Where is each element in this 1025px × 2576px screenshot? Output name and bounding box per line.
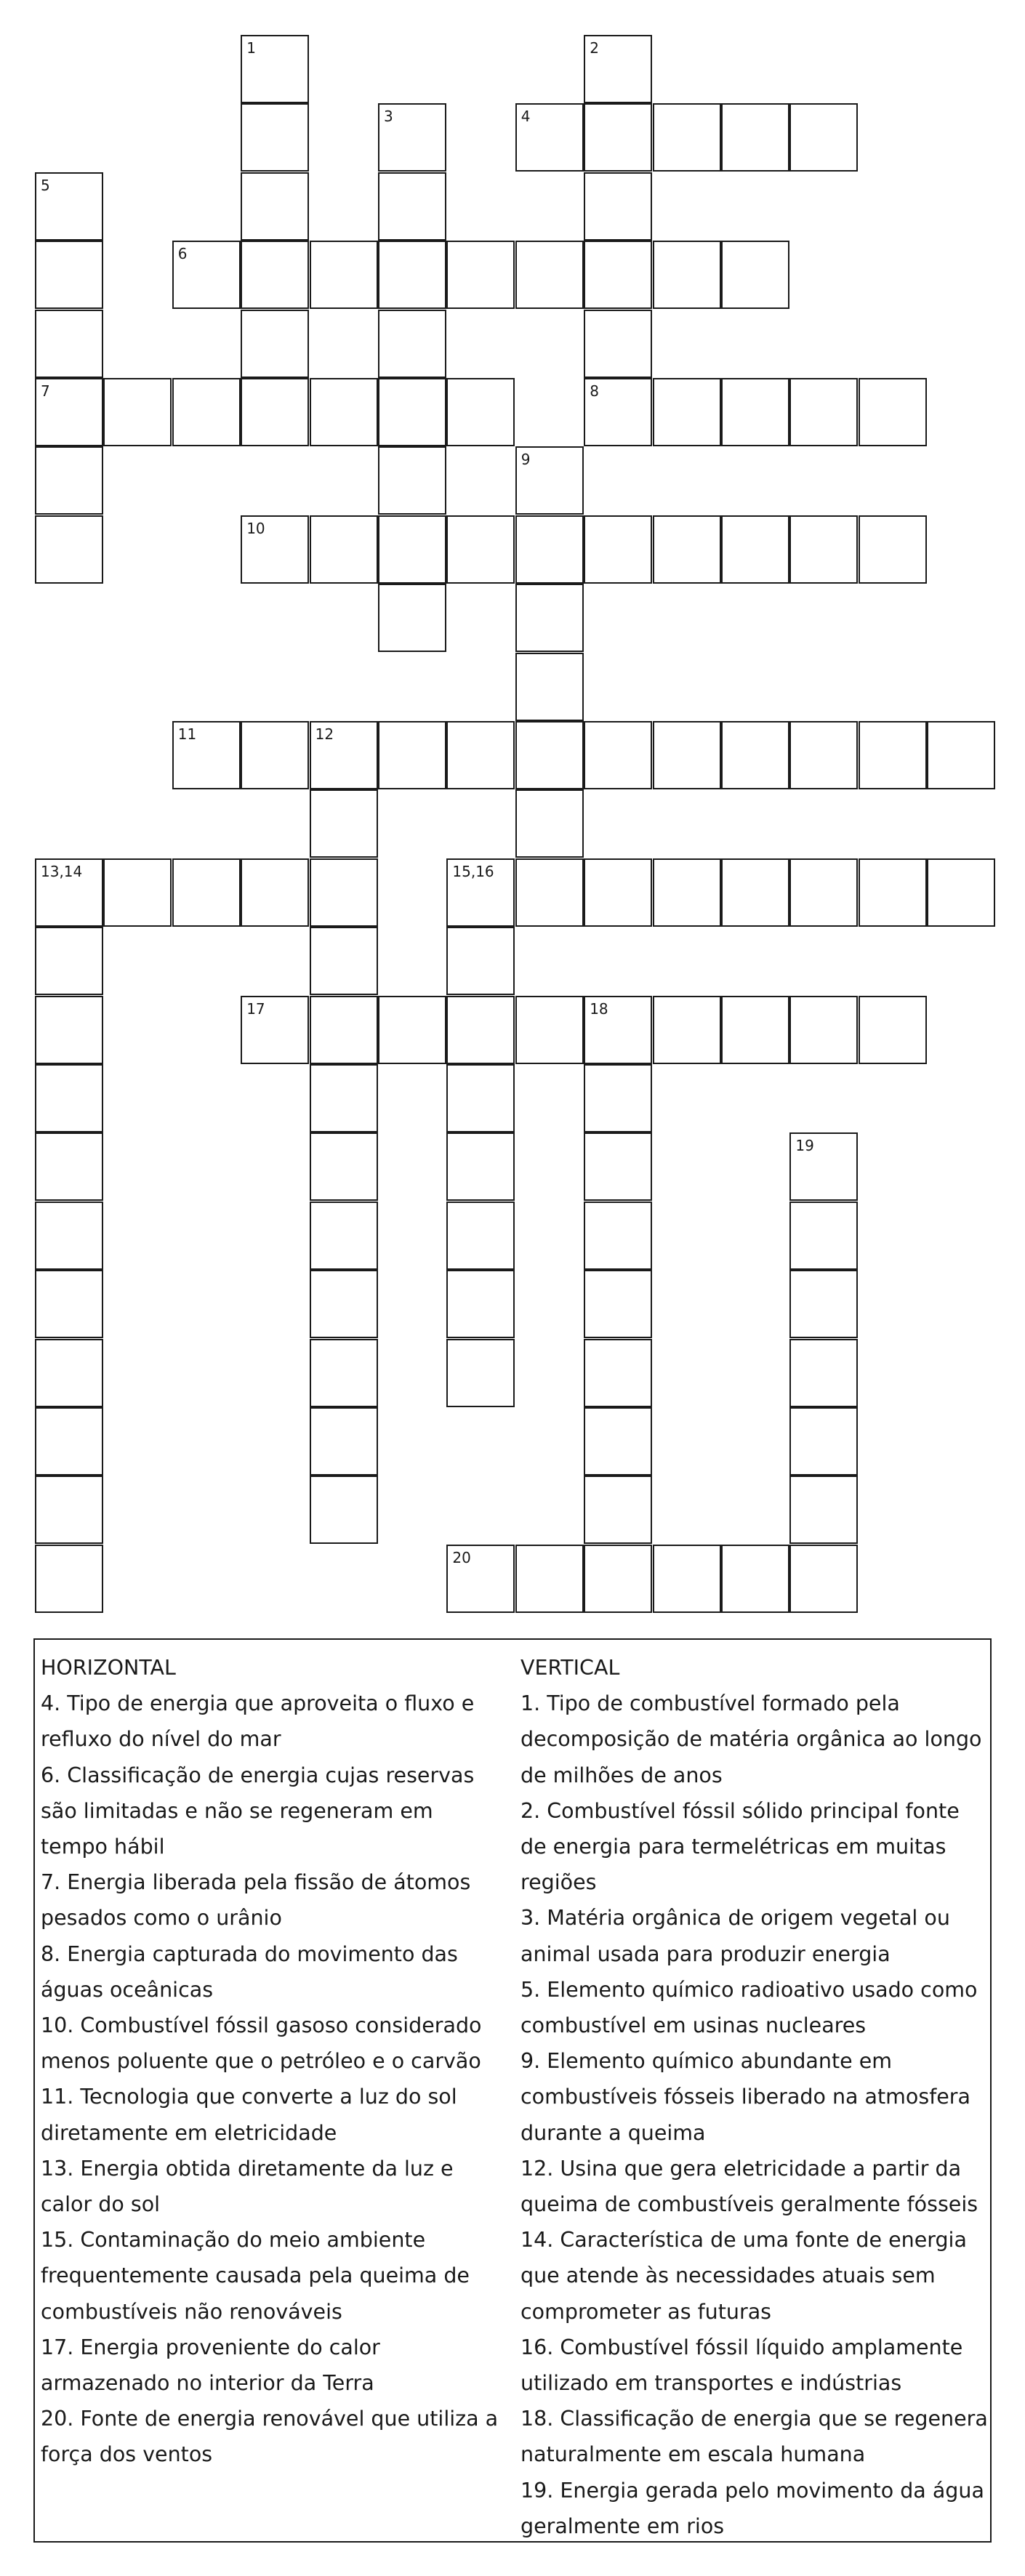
vertical-clue-list: [520, 1686, 990, 2544]
grid-cell[interactable]: [378, 515, 446, 584]
horizontal-clues: [41, 1650, 506, 2473]
grid-cell[interactable]: [789, 1270, 858, 1338]
clue-number: 20: [452, 1548, 471, 1566]
grid-cell[interactable]: [241, 103, 309, 172]
grid-cell[interactable]: [310, 789, 378, 858]
grid-cell[interactable]: [35, 515, 103, 584]
grid-cell[interactable]: [310, 1476, 378, 1544]
grid-cell[interactable]: [310, 1064, 378, 1132]
grid-cell[interactable]: [927, 858, 995, 927]
grid-cell[interactable]: [653, 103, 721, 172]
grid-cell[interactable]: [172, 858, 241, 927]
grid-cell[interactable]: [310, 1270, 378, 1338]
grid-cell[interactable]: [789, 1202, 858, 1270]
clue-item: 16. Combustível fóssil líquido amplamente utilizado em transportes e indústrias: [520, 2335, 963, 2396]
grid-cell[interactable]: [241, 172, 309, 241]
grid-cell[interactable]: [789, 1407, 858, 1476]
clue-number: 13,14: [41, 862, 83, 880]
clue-item: 20. Fonte de energia renovável que utiliza a força dos ventos: [41, 2407, 499, 2467]
grid-cell[interactable]: [789, 1339, 858, 1407]
grid-cell[interactable]: [310, 1407, 378, 1476]
grid-cell[interactable]: [310, 515, 378, 584]
grid-cell[interactable]: [584, 103, 652, 172]
grid-cell[interactable]: [789, 378, 858, 446]
grid-cell[interactable]: [172, 241, 241, 309]
grid-cell[interactable]: [241, 721, 309, 789]
clue-number: 1: [246, 39, 256, 57]
clue-number: 8: [590, 382, 599, 400]
clue-number: 10: [246, 519, 265, 537]
grid-cell[interactable]: [515, 789, 584, 858]
clue-number: 12: [315, 725, 334, 743]
grid-cell[interactable]: [584, 1476, 652, 1544]
grid-cell[interactable]: [35, 378, 103, 446]
grid-cell[interactable]: [103, 858, 172, 927]
grid-cell[interactable]: [584, 1132, 652, 1201]
grid-cell[interactable]: [721, 1545, 789, 1613]
grid-cell[interactable]: [721, 858, 789, 927]
clue-number: 9: [520, 451, 531, 469]
clue-item: 15. Contaminação do meio ambiente frequentemente causada pela queima de combustíveis não renováveis: [41, 2228, 470, 2324]
grid-cell[interactable]: [446, 721, 515, 789]
clue-item: 14. Característica de uma fonte de energia que atende às necessidades atuais sem comprometer as futuras: [520, 2228, 967, 2324]
grid-cell[interactable]: [35, 1270, 103, 1338]
grid-cell[interactable]: [35, 1476, 103, 1544]
clue-item: 12. Usina que gera eletricidade a partir da queima de combustíveis geralmente fósseis: [520, 2156, 978, 2217]
grid-cell[interactable]: [584, 858, 652, 927]
grid-cell[interactable]: [653, 996, 721, 1064]
grid-cell[interactable]: [515, 584, 584, 652]
grid-cell[interactable]: [515, 446, 584, 515]
grid-cell[interactable]: [653, 515, 721, 584]
grid-cell[interactable]: [35, 1064, 103, 1132]
grid-cell[interactable]: [378, 378, 446, 446]
grid-cell[interactable]: [584, 721, 652, 789]
grid-cell[interactable]: [446, 241, 515, 309]
grid-cell[interactable]: [241, 515, 309, 584]
vertical-clues: [520, 1650, 990, 2544]
horizontal-clue-list: [41, 1686, 506, 2472]
grid-cell[interactable]: [653, 858, 721, 927]
grid-cell[interactable]: [859, 378, 927, 446]
grid-cell[interactable]: [859, 721, 927, 789]
grid-cell[interactable]: [446, 996, 515, 1064]
grid-cell[interactable]: [378, 241, 446, 309]
grid-cell[interactable]: [515, 653, 584, 721]
clue-number: 7: [41, 382, 50, 400]
grid-cell[interactable]: [35, 1132, 103, 1201]
grid-cell[interactable]: [584, 1545, 652, 1613]
grid-cell[interactable]: [721, 241, 789, 309]
clue-number: 18: [590, 999, 608, 1018]
grid-cell[interactable]: [721, 378, 789, 446]
clue-number: 4: [520, 108, 531, 126]
grid-cell[interactable]: [172, 378, 241, 446]
grid-cell[interactable]: [35, 241, 103, 309]
grid-cell[interactable]: [584, 1339, 652, 1407]
grid-cell[interactable]: [789, 996, 858, 1064]
grid-cell[interactable]: [310, 378, 378, 446]
clue-item: 18. Classificação de energia que se regenera naturalmente em escala humana: [520, 2407, 988, 2467]
grid-cell[interactable]: [446, 515, 515, 584]
grid-cell[interactable]: [789, 1132, 858, 1201]
grid-cell[interactable]: [241, 35, 309, 103]
grid-cell[interactable]: [515, 103, 584, 172]
grid-cell[interactable]: [310, 1202, 378, 1270]
clue-number: 15,16: [452, 862, 494, 880]
grid-cell[interactable]: [584, 515, 652, 584]
grid-cell[interactable]: [584, 1202, 652, 1270]
grid-cell[interactable]: [241, 858, 309, 927]
horizontal-title: HORIZONTAL: [41, 1656, 176, 1680]
grid-cell[interactable]: [35, 446, 103, 515]
grid-cell[interactable]: [789, 721, 858, 789]
grid-cell[interactable]: [310, 858, 378, 927]
grid-cell[interactable]: [584, 1270, 652, 1338]
grid-cell[interactable]: [789, 103, 858, 172]
grid-cell[interactable]: [789, 1476, 858, 1544]
grid-cell[interactable]: [859, 996, 927, 1064]
grid-cell[interactable]: [310, 1132, 378, 1201]
grid-cell[interactable]: [310, 927, 378, 995]
grid-cell[interactable]: [35, 1545, 103, 1613]
grid-cell[interactable]: [241, 378, 309, 446]
grid-cell[interactable]: [378, 172, 446, 241]
grid-cell[interactable]: [721, 103, 789, 172]
grid-cell[interactable]: [584, 996, 652, 1064]
clue-number: 19: [795, 1137, 814, 1155]
grid-cell[interactable]: [378, 310, 446, 378]
grid-cell[interactable]: [515, 858, 584, 927]
grid-cell[interactable]: [789, 1545, 858, 1613]
clue-item: 8. Energia capturada do movimento das águas oceânicas: [41, 1941, 458, 2002]
grid-cell[interactable]: [35, 858, 103, 927]
grid-cell[interactable]: [721, 721, 789, 789]
grid-cell[interactable]: [310, 996, 378, 1064]
grid-cell[interactable]: [584, 310, 652, 378]
clue-panel: [33, 1638, 992, 2543]
grid-cell[interactable]: [378, 103, 446, 172]
grid-cell[interactable]: [721, 996, 789, 1064]
grid-cell[interactable]: [584, 1064, 652, 1132]
clue-item: 17. Energia proveniente do calor armazenado no interior da Terra: [41, 2335, 380, 2396]
grid-cell[interactable]: [515, 241, 584, 309]
grid-cell[interactable]: [446, 858, 515, 927]
clue-number: 6: [177, 245, 188, 263]
grid-cell[interactable]: [446, 1270, 515, 1338]
grid-cell[interactable]: [653, 721, 721, 789]
grid-cell[interactable]: [446, 1064, 515, 1132]
grid-cell[interactable]: [584, 241, 652, 309]
clue-number: 3: [384, 108, 393, 126]
grid-cell[interactable]: [653, 378, 721, 446]
grid-cell[interactable]: [653, 1545, 721, 1613]
clue-item: 11. Tecnologia que converte a luz do sol diretamente em eletricidade: [41, 2085, 457, 2145]
grid-cell[interactable]: [515, 996, 584, 1064]
grid-cell[interactable]: [172, 721, 241, 789]
clue-number: 11: [177, 725, 197, 743]
grid-cell[interactable]: [35, 1407, 103, 1476]
grid-cell[interactable]: [584, 172, 652, 241]
grid-cell[interactable]: [653, 241, 721, 309]
clue-item: 3. Matéria orgânica de origem vegetal ou animal usada para produzir energia: [520, 1906, 950, 1966]
grid-cell[interactable]: [310, 1339, 378, 1407]
grid-cell[interactable]: [515, 721, 584, 789]
clue-item: 9. Elemento químico abundante em combustíveis fósseis liberado na atmosfera durante a queima: [520, 2049, 970, 2145]
grid-cell[interactable]: [241, 996, 309, 1064]
grid-cell[interactable]: [859, 858, 927, 927]
vertical-title: VERTICAL: [520, 1656, 620, 1680]
grid-cell[interactable]: [859, 515, 927, 584]
clue-item: 4. Tipo de energia que aproveita o fluxo e refluxo do nível do mar: [41, 1691, 475, 1752]
grid-cell[interactable]: [35, 1339, 103, 1407]
grid-cell[interactable]: [35, 927, 103, 995]
grid-cell[interactable]: [35, 172, 103, 241]
clue-item: 13. Energia obtida diretamente da luz e calor do sol: [41, 2156, 454, 2217]
clue-item: 5. Elemento químico radioativo usado como combustível em usinas nucleares: [520, 1977, 978, 2038]
grid-cell[interactable]: [310, 721, 378, 789]
clue-item: 6. Classificação de energia cujas reservas são limitadas e não se regeneram em tempo hábil: [41, 1763, 475, 1859]
grid-cell[interactable]: [515, 515, 584, 584]
grid-cell[interactable]: [378, 584, 446, 652]
clue-number: 2: [590, 39, 599, 57]
grid-cell[interactable]: [446, 1132, 515, 1201]
grid-cell[interactable]: [446, 1202, 515, 1270]
grid-cell[interactable]: [789, 515, 858, 584]
grid-cell[interactable]: [446, 927, 515, 995]
grid-cell[interactable]: [35, 996, 103, 1064]
grid-cell[interactable]: [241, 241, 309, 309]
grid-cell[interactable]: [446, 1339, 515, 1407]
grid-cell[interactable]: [35, 310, 103, 378]
grid-cell[interactable]: [310, 241, 378, 309]
grid-cell[interactable]: [378, 996, 446, 1064]
grid-cell[interactable]: [515, 1545, 584, 1613]
grid-cell[interactable]: [446, 1545, 515, 1613]
clue-number: 5: [41, 176, 50, 194]
grid-cell[interactable]: [721, 515, 789, 584]
clue-item: 2. Combustível fóssil sólido principal fonte de energia para termelétricas em muitas regiões: [520, 1798, 960, 1895]
grid-cell[interactable]: [789, 858, 858, 927]
grid-cell[interactable]: [446, 378, 515, 446]
grid-cell[interactable]: [35, 1202, 103, 1270]
grid-cell[interactable]: [584, 378, 652, 446]
grid-cell[interactable]: [103, 378, 172, 446]
grid-cell[interactable]: [378, 446, 446, 515]
clue-item: 7. Energia liberada pela fissão de átomos pesados como o urânio: [41, 1870, 471, 1931]
clue-item: 10. Combustível fóssil gasoso considerado menos poluente que o petróleo e o carvão: [41, 2013, 482, 2074]
grid-cell[interactable]: [378, 721, 446, 789]
grid-cell[interactable]: [241, 310, 309, 378]
grid-cell[interactable]: [584, 35, 652, 103]
clue-item: 19. Energia gerada pelo movimento da água geralmente em rios: [520, 2478, 984, 2538]
grid-cell[interactable]: [584, 1407, 652, 1476]
clue-item: 1. Tipo de combustível formado pela decomposição de matéria orgânica ao longo de milhões de anos: [520, 1691, 982, 1787]
grid-cell[interactable]: [927, 721, 995, 789]
clue-number: 17: [246, 999, 265, 1018]
